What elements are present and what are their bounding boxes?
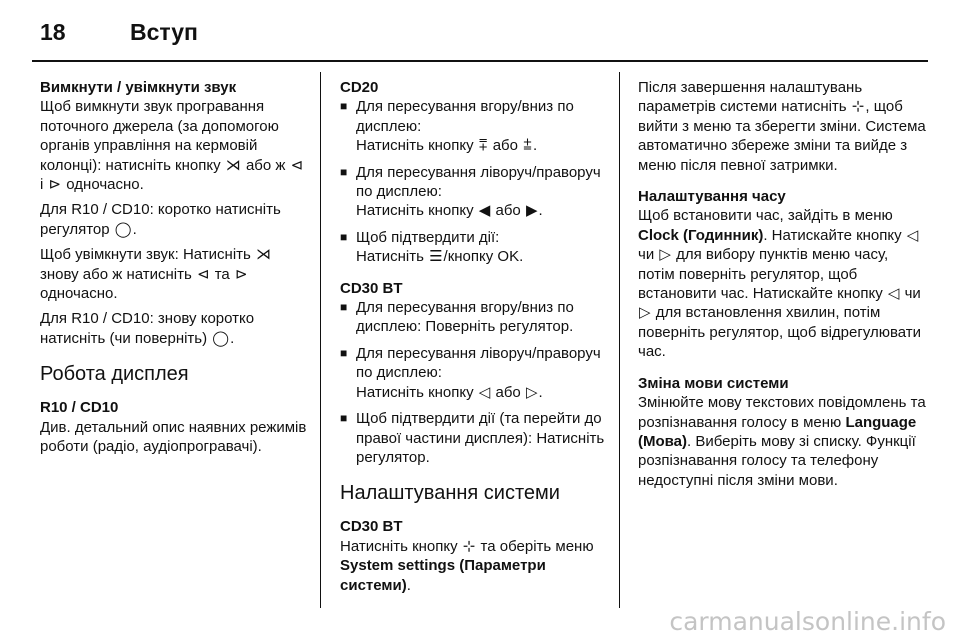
cd30bt-heading: CD30 BT xyxy=(340,518,403,536)
triangle-right-icon: ▷ xyxy=(659,246,671,264)
left-arrow-icon: ◀ xyxy=(478,202,491,220)
triangle-left-icon: ◁ xyxy=(906,226,919,244)
clock-menu-name: Clock (Годинник) xyxy=(638,226,764,244)
knob-icon: ◯ xyxy=(212,329,230,347)
config-icon: ⊹ xyxy=(851,98,865,116)
column-1 xyxy=(40,78,308,463)
settings-paragraph: Натисніть кнопку ⊹ та оберіть меню System settings (Параметри системи). xyxy=(340,537,594,594)
volume-up-icon: ⊳ xyxy=(48,176,62,194)
mute-paragraph-4: Для R10 / CD10: знову коротко натисніть (чи поверніть) ◯. xyxy=(40,310,255,347)
page-header xyxy=(40,16,198,48)
header-rule xyxy=(32,60,928,62)
cd30-list xyxy=(340,298,608,467)
menu-icon: ☰ xyxy=(429,248,443,266)
triangle-right-icon: ▷ xyxy=(639,304,651,322)
clock-paragraph: Щоб встановити час, зайдіть в меню Clock (Годинник). Натискайте кнопку ◁ чи ▷ для вибору пунктів меню часу, потім поверніть регулятор, щоб встановити час. Натискайте кнопку ◁ чи ▷ для встановлення хвилин, потім поверніть регулятор, щоб відрегулювати час. xyxy=(638,207,922,361)
cd30-heading: CD30 BT xyxy=(340,279,403,297)
watermark: carmanualsonline.info xyxy=(669,607,946,636)
r10-paragraph: Див. детальний опис наявних режимів роботи (радіо, аудіопрогравачі). xyxy=(40,418,307,456)
column-3 xyxy=(638,78,928,496)
list-item: ■ Для пересування вгору/вниз по дисплею: Натисніть кнопку ⩱ або ⩲. xyxy=(340,97,608,155)
up-icon: ⩱ xyxy=(478,137,488,155)
r10-heading: R10 / CD10 xyxy=(40,399,119,417)
settings-menu-name: System settings (Параметри системи) xyxy=(340,557,546,594)
list-item: ■ Для пересування ліворуч/праворуч по дисплею: Натисніть кнопку ◀ або ▶. xyxy=(340,163,608,221)
volume-down-icon: ⊲ xyxy=(196,265,210,283)
mute-paragraph-3: Щоб увімкнути звук: Натисніть ⋊ знову або ж натисніть ⊲ та ⊳ одночасно. xyxy=(40,246,272,303)
clock-heading: Налаштування часу xyxy=(638,188,786,206)
list-item: ■ Щоб підтвердити дії: Натисніть ☰/кнопку OK. xyxy=(340,228,608,267)
mute-paragraph-1: Щоб вимкнути звук програвання поточного джерела (за допомогою органів управління на кермовій колонці): натисніть кнопку ⋊ або ж ⊲ і ⊳ одночасно. xyxy=(40,98,304,194)
list-item: ■ Щоб підтвердити дії (та перейти до правої частини дисплея): Натисніть регулятор. xyxy=(340,409,608,467)
mute-paragraph-2: Для R10 / CD10: коротко натисніть регулятор ◯. xyxy=(40,201,281,238)
list-item: ■ Для пересування вгору/вниз по дисплею: Поверніть регулятор. xyxy=(340,298,608,337)
mute-heading: Вимкнути / увімкнути звук xyxy=(40,79,237,96)
column-divider-1 xyxy=(320,72,321,608)
cd20-list xyxy=(340,97,608,266)
page-number: 18 xyxy=(40,18,66,45)
language-menu-name: Language (Мова) xyxy=(638,413,917,450)
settings-section-heading: Налаштування системи xyxy=(340,482,560,505)
right-arrow-icon: ▶ xyxy=(525,202,538,220)
language-paragraph: Змінюйте мову текстових повідомлень та розпізнавання голосу в меню Language (Мова). Виберіть мову зі списку. Функції розпізнавання голосу та телефону недоступні після зміни мови. xyxy=(638,394,926,489)
down-icon: ⩲ xyxy=(523,137,532,155)
knob-icon: ◯ xyxy=(114,220,132,238)
triangle-left-icon: ◁ xyxy=(887,285,900,303)
volume-up-icon: ⊳ xyxy=(234,265,248,283)
cd20-heading: CD20 xyxy=(340,79,379,96)
mute-icon: ⋊ xyxy=(225,156,241,174)
config-icon: ⊹ xyxy=(462,537,476,555)
mute-icon: ⋊ xyxy=(256,246,272,264)
language-heading: Зміна мови системи xyxy=(638,374,789,392)
column-2 xyxy=(340,78,608,601)
triangle-left-icon: ◁ xyxy=(478,383,491,401)
column-divider-2 xyxy=(619,72,620,608)
exit-settings-paragraph: Після завершення налаштувань параметрів системи натисніть ⊹, щоб вийти з меню та зберегти зміни. Система автоматично збереже зміни та вийде з меню після певної затримки. xyxy=(638,79,926,174)
list-item: ■ Для пересування ліворуч/праворуч по дисплею: Натисніть кнопку ◁ або ▷. xyxy=(340,344,608,402)
volume-down-icon: ⊲ xyxy=(290,156,304,174)
page-section-title: Вступ xyxy=(130,18,198,45)
display-section-heading: Робота дисплея xyxy=(40,363,189,386)
triangle-right-icon: ▷ xyxy=(525,383,538,401)
